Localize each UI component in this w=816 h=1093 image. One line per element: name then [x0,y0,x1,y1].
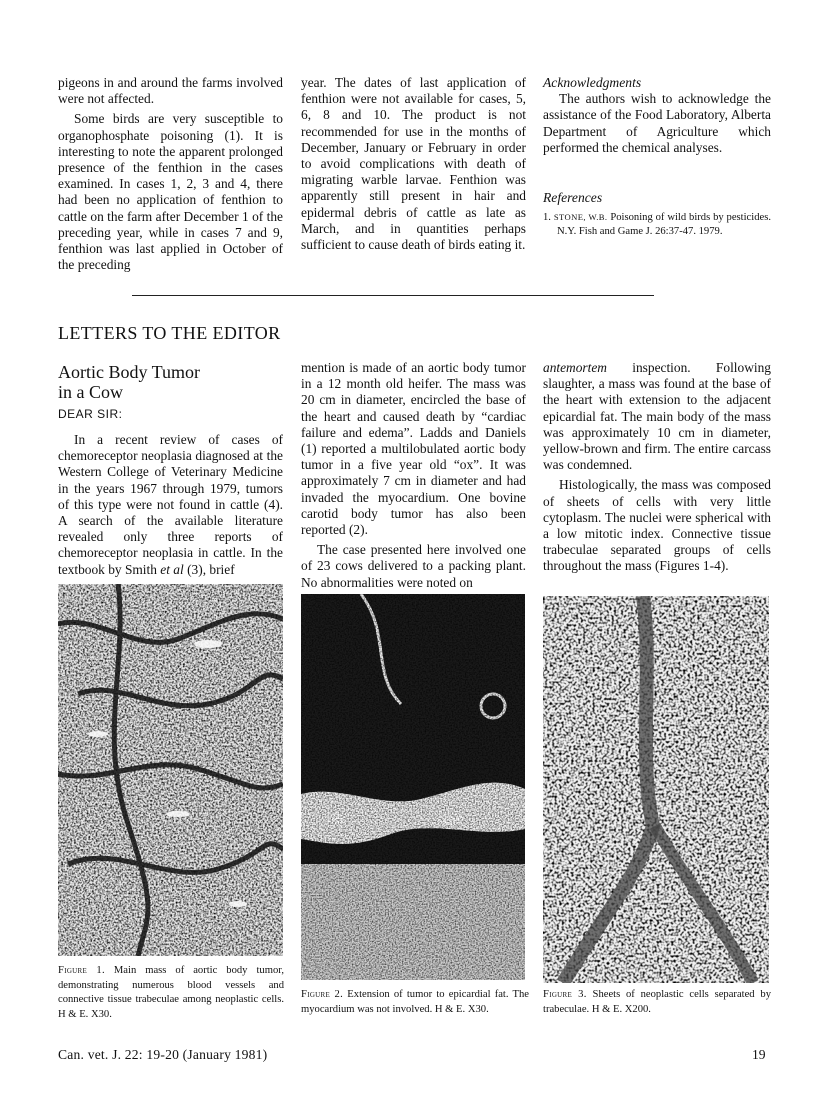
letter-paragraph: Histologically, the mass was composed of sheets of cells with very little cytoplasm. The nuclei were spherical with a low mitotic index. Connective tissue trabeculae separated groups of cells throughout the mass (Figures 1-4). [543,477,771,574]
letter-column-1 [58,432,283,578]
prev-article-column-1 [58,75,283,273]
acknowledgments-text: The authors wish to acknowledge the assistance of the Food Laboratory, Alberta Department of Agriculture which performed the chemical analyses. [543,91,771,155]
page-number: 19 [752,1047,766,1062]
figure-1-micrograph [58,584,283,956]
figure-2-caption: Figure 2. Extension of tumor to epicardial fat. The myocardium was not involved. H & E. X30. [301,989,529,1015]
article-title: Aortic Body Tumor in a Cow [58,362,201,402]
references-heading: References [543,190,603,206]
letter-paragraph: The case presented here involved one of 23 cows delivered to a packing plant. No abnormalities were noted on [301,542,526,590]
acknowledgments-heading: Acknowledgments [543,75,642,90]
section-divider [132,295,654,296]
prev-article-column-2 [301,75,526,253]
section-heading: LETTERS TO THE EDITOR [58,323,281,343]
figure-3-micrograph [543,596,769,983]
prev-article-column-3 [543,75,771,239]
prev-paragraph: pigeons in and around the farms involved were not affected. [58,75,283,107]
figure-3-caption: Figure 3. Sheets of neoplastic cells separated by trabeculae. H & E. X200. [543,989,771,1015]
prev-paragraph: year. The dates of last application of fenthion were not available for cases, 5, 6, 8 and 10. The product is not recommended for use in the months of December, January or February in order to avoid complications with death of migrating warble larvae. Fenthion was apparently still present in hair and epidermal debris of cattle as late as March, and in quantities perhaps sufficient to cause death of birds eating it. [301,75,526,253]
letter-column-3 [543,360,771,575]
letter-column-2 [301,360,526,591]
journal-citation: Can. vet. J. 22: 19-20 (January 1981) [58,1047,268,1062]
letter-paragraph: mention is made of an aortic body tumor in a 12 month old heifer. The mass was 20 cm in diameter, encircled the base of the heart and caused death by “cardiac failure and edema”. Ladds and Daniels (1) reported a multilobulated aortic body tumor in a five year old “ox”. It was approximately 7 cm in diameter and had invaded the myocardium. One bovine carotid body tumor has also been reported (2). [301,360,526,538]
letter-paragraph: antemortem inspection. Following slaughter, a mass was found at the base of the heart with extension to the adjacent epicardial fat. The main body of the mass was approximately 10 cm in diameter, yellow-brown and firm. The entire carcass was condemned. [543,360,771,473]
figure-1-caption: Figure 1. Main mass of aortic body tumor, demonstrating numerous blood vessels and connective tissue trabeculae among neoplastic cells. H & E. X30. [58,965,284,1020]
reference-item: 1. STONE, W.B. Poisoning of wild birds by pesticides. N.Y. Fish and Game J. 26:37-47. 1979. [543,212,771,238]
prev-paragraph: Some birds are very susceptible to organophosphate poisoning (1). It is interesting to note the apparent prolonged presence of the fenthion in the cases examined. In cases 1, 2, 3 and 4, there had been no application of fenthion to cattle on the farm after December 1 of the preceding year, while in cases 7 and 9, fenthion was last applied in October of the preceding [58,111,283,273]
salutation: DEAR SIR: [58,407,123,421]
letter-paragraph: In a recent review of cases of chemoreceptor neoplasia diagnosed at the Western College of Veterinary Medicine in the years 1967 through 1979, tumors of this type were not found in cattle (4). A search of the available literature revealed only three reports of chemoreceptor neoplasia in cattle. In the textbook by Smith et al (3), brief [58,432,283,577]
figure-2-micrograph [301,594,525,980]
